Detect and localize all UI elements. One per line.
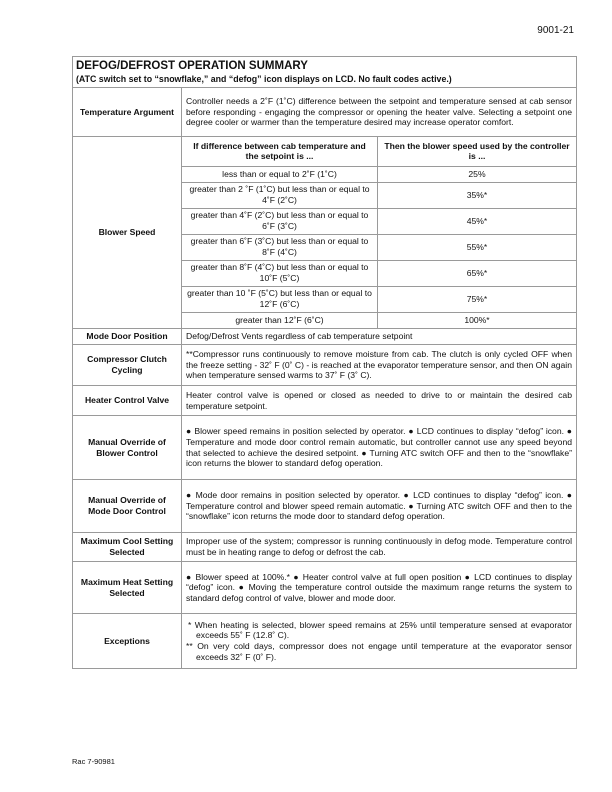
table-subtitle: (ATC switch set to “snowflake,” and “defog” icon displays on LCD. No fault codes active.) [76,74,452,84]
table-row [73,562,577,614]
speed: 100%* [378,312,577,328]
speed: 55%* [378,234,577,260]
table-row [73,329,577,345]
exception-note: * When heating is selected, blower speed remains at 25% until temperature sensed at evaporator exceeds 55˚ F (12.8˚ C). [188,619,572,641]
speed: 25% [378,166,577,182]
header-condition: If difference between cab temperature and the setpoint is ... [182,137,378,166]
table-row [73,416,577,480]
row-label: Compressor Clutch Cycling [73,345,182,386]
row-label: Maximum Heat Setting Selected [73,562,182,614]
blower-row [182,286,576,312]
row-label: Manual Override of Mode Door Control [73,480,182,533]
speed: 35%* [378,182,577,208]
condition: greater than 6˚F (3˚C) but less than or equal to 8˚F (4˚C) [182,234,378,260]
row-label: Heater Control Valve [73,386,182,416]
row-description: Heater control valve is opened or closed as needed to drive to or maintain the desired cab temperature setpoint. [182,386,577,416]
condition: greater than 8˚F (4˚C) but less than or equal to 10˚F (5˚C) [182,260,378,286]
blower-speed-table [182,137,576,328]
row-label: Exceptions [73,614,182,669]
condition: greater than 4˚F (2˚C) but less than or equal to 6˚F (3˚C) [182,208,378,234]
blower-speed-cell [182,137,577,329]
row-label: Manual Override of Blower Control [73,416,182,480]
blower-row [182,182,576,208]
condition: greater than 2 ˚F (1˚C) but less than or equal to 4˚F (2˚C) [182,182,378,208]
row-label: Maximum Cool Setting Selected [73,533,182,562]
row-description: Improper use of the system; compressor is running continuously in defog mode. Temperature control must be in heating range to defog or defrost the cab. [182,533,577,562]
table-title: DEFOG/DEFROST OPERATION SUMMARY [76,60,308,72]
row-label: Temperature Argument [73,88,182,137]
speed: 75%* [378,286,577,312]
speed: 65%* [378,260,577,286]
row-description: **Compressor runs continuously to remove moisture from cab. The clutch is only cycled OFF when the freeze setting - 32˚ F (0˚ C) - is reached at the evaporator temperature sensor, and then ON again when temperature sensed warms to 37˚ F (3˚ C). [182,345,577,386]
blower-row [182,312,576,328]
row-description: Controller needs a 2˚F (1˚C) difference between the setpoint and temperature sensed at cab sensor before responding - engaging the compressor or opening the heater valve. Selecting a setpoint one degree cooler or warmer than the temperature desired may increase operator comfort. [182,88,577,137]
blower-row [182,208,576,234]
title-row [73,57,577,88]
footer-reference: Rac 7-90981 [72,757,115,766]
header-speed: Then the blower speed used by the controller is ... [378,137,577,166]
row-label: Mode Door Position [73,329,182,345]
blower-row [182,260,576,286]
row-description: ● Mode door remains in position selected by operator. ● LCD continues to display “defog” icon. ● Temperature control and blower speed remain automatic. ● Turning ATC switch OFF and then to the “snowflake” icon returns the mode door to standard defog operation. [182,480,577,533]
exceptions-notes [182,614,577,669]
condition: greater than 12˚F (6˚C) [182,312,378,328]
row-label: Blower Speed [73,137,182,329]
table-row [73,137,577,329]
row-description: ● Blower speed remains in position selected by operator. ● LCD continues to display “defog” icon. ● Temperature and mode door control remain automatic, but controller cannot use any speed beyond that selected to achieve the desired setpoint. ● Turning ATC switch OFF and then to the “snowflake” icon returns the blower to standard defog operation. [182,416,577,480]
row-description: ● Blower speed at 100%.* ● Heater control valve at full open position ● LCD continues to display “defog” icon. ● Moving the temperature control outside the maximum range returns the system to standard defog control of valve, blower and mode door. [182,562,577,614]
table-row [73,480,577,533]
blower-speed-header [182,137,576,166]
table-row [73,533,577,562]
condition: greater than 10 ˚F (5˚C) but less than or equal to 12˚F (6˚C) [182,286,378,312]
page-number: 9001-21 [537,25,574,36]
blower-row [182,166,576,182]
blower-row [182,234,576,260]
condition: less than or equal to 2˚F (1˚C) [182,166,378,182]
exception-note: ** On very cold days, compressor does not engage until temperature at the evaporator sensor exceeds 32˚ F (0˚ F). [186,641,572,662]
table-row [73,345,577,386]
table-row [73,614,577,669]
table-row [73,386,577,416]
defog-operation-summary-table [72,56,577,669]
table-row [73,88,577,137]
row-description: Defog/Defrost Vents regardless of cab temperature setpoint [182,329,577,345]
speed: 45%* [378,208,577,234]
title-cell [73,57,577,88]
